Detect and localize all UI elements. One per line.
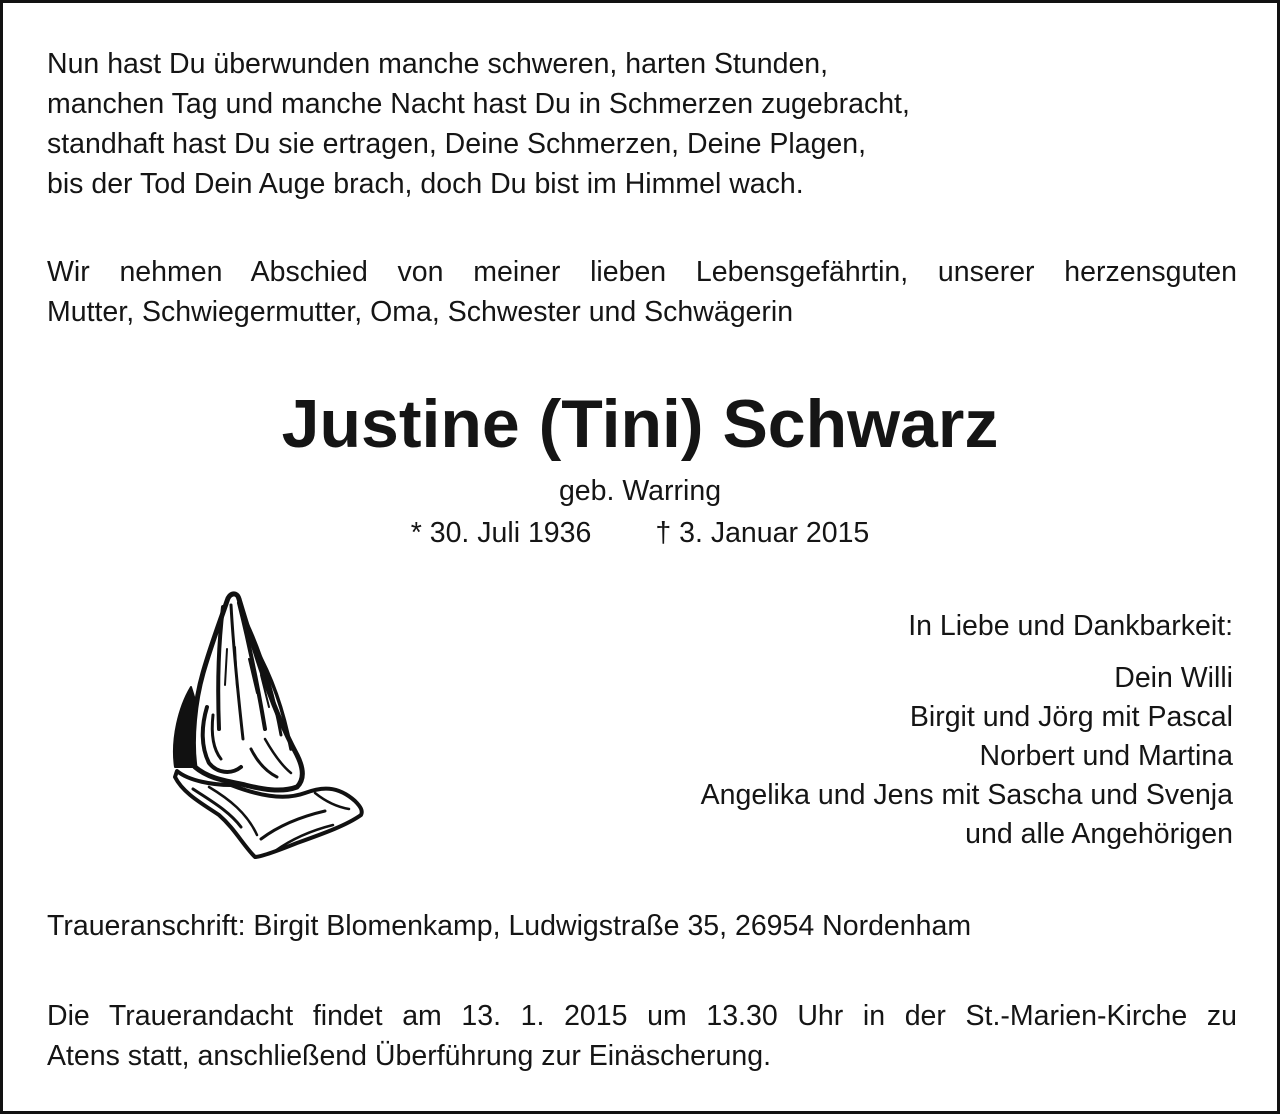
mourners	[701, 607, 1233, 854]
mourner-name: Norbert und Martina	[979, 740, 1233, 772]
mourner-name: und alle Angehörigen	[965, 818, 1233, 850]
poem-line: standhaft hast Du sie ertragen, Deine Schmerzen, Deine Plagen,	[47, 128, 867, 160]
praying-hands-icon	[165, 589, 367, 861]
deceased-name: Justine (Tini) Schwarz	[281, 386, 999, 462]
poem	[47, 44, 910, 204]
service-info	[47, 996, 1237, 1076]
service-line: Die Trauerandacht findet am 13. 1. 2015 um 13.30 Uhr in der St.-Marien-Kirche zu	[47, 1000, 1237, 1032]
mourner-name: Birgit und Jörg mit Pascal	[909, 701, 1233, 733]
service-line: Atens statt, anschließend Überführung zur Einäscherung.	[47, 1040, 771, 1072]
intro-line: Mutter, Schwiegermutter, Oma, Schwester und Schwägerin	[47, 296, 794, 328]
death-date: † 3. Januar 2015	[655, 517, 870, 549]
farewell-intro	[47, 252, 1237, 332]
poem-line: manchen Tag und manche Nacht hast Du in Schmerzen zugebracht,	[47, 88, 910, 120]
mourner-name: Dein Willi	[1114, 662, 1233, 694]
intro-line: Wir nehmen Abschied von meiner lieben Lebensgefährtin, unserer herzensguten	[47, 256, 1237, 288]
poem-line: Nun hast Du überwunden manche schweren, harten Stunden,	[47, 48, 829, 80]
birth-name: geb. Warring	[558, 475, 722, 507]
life-dates	[3, 513, 1277, 553]
birth-date: * 30. Juli 1936	[410, 517, 592, 549]
mourners-heading: In Liebe und Dankbarkeit:	[908, 610, 1233, 642]
poem-line: bis der Tod Dein Auge brach, doch Du bist im Himmel wach.	[47, 168, 804, 200]
mourner-name: Angelika und Jens mit Sascha und Svenja	[700, 779, 1233, 811]
mourning-address: Traueranschrift: Birgit Blomenkamp, Ludwigstraße 35, 26954 Nordenham	[47, 910, 972, 942]
